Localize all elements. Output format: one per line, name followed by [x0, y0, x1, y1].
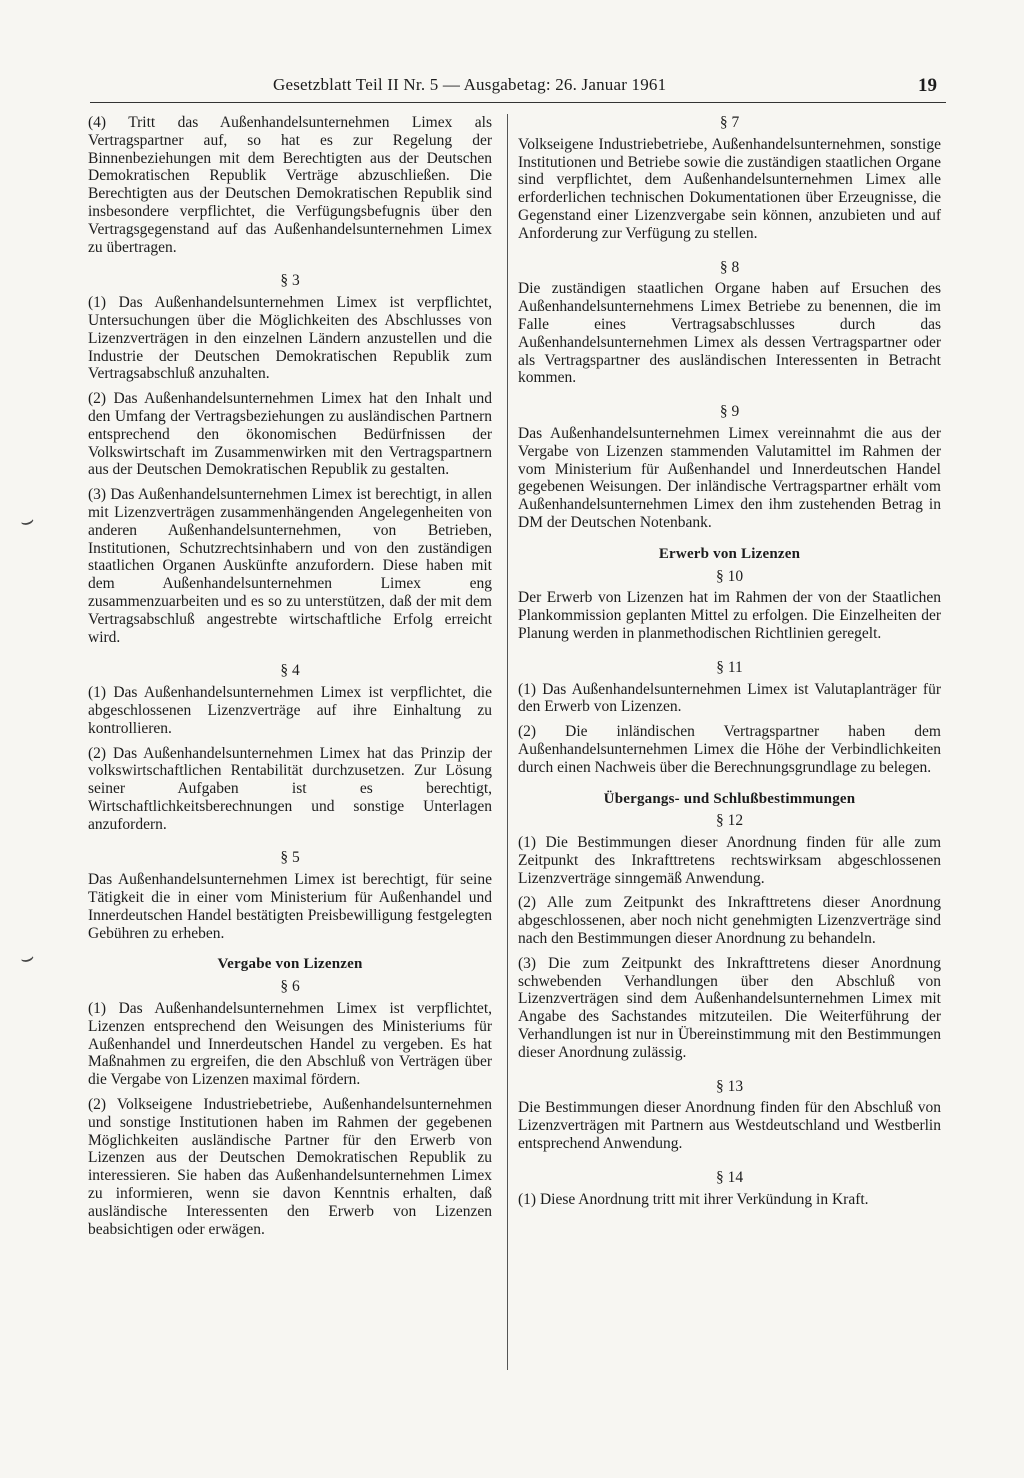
margin-check-mark: ⌣	[16, 506, 38, 535]
paragraph: (1) Das Außenhandelsunternehmen Limex ist verpflichtet, Untersuchungen über die Möglichkeiten des Abschlusses von Lizenzverträgen in den einzelnen Ländern anzustellen und die Industrie der Deutschen Demokratischen Republik zum Vertragsabschluß anzuhalten.	[88, 294, 492, 383]
paragraph: Die Bestimmungen dieser Anordnung finden für den Abschluß von Lizenzverträgen mit Partnern aus Westdeutschland und Westberlin entsprechend Anwendung.	[518, 1099, 941, 1153]
section-number: § 10	[715, 567, 744, 585]
paragraph: (4) Tritt das Außenhandelsunternehmen Limex als Vertragspartner auf, so hat es zur Regelung der Binnenbeziehungen mit dem Berechtigten aus der Deutschen Demokratischen Republik Verträge abzuschließen. Die Berechtigten aus der Deutschen Demokratischen Republik sind insbesondere verpflichtet, die Verfügungsbefugnis über den Vertragsgegenstand auf das Außenhandelsunternehmen Limex zu übertragen.	[88, 114, 492, 256]
section-number: § 11	[716, 658, 743, 676]
section-number: § 13	[715, 1077, 744, 1095]
section-number: § 3	[280, 272, 300, 290]
paragraph: (2) Das Außenhandelsunternehmen Limex hat das Prinzip der volkswirtschaftlichen Rentabilität durchzusetzen. Zur Lösung seiner Aufgaben ist es berechtigt, Wirtschaftlichkeitsberechnungen und sonstige Unterlagen anzufordern.	[88, 744, 492, 833]
paragraph: (1) Die Bestimmungen dieser Anordnung finden für alle zum Zeitpunkt des Inkrafttretens rechtswirksam abgeschlossenen Lizenzverträge sinngemäß Anwendung.	[518, 834, 941, 887]
column-divider	[507, 114, 508, 1370]
section-number: § 12	[715, 812, 744, 830]
section-number: § 14	[715, 1168, 744, 1186]
section-number: § 8	[719, 258, 740, 276]
page-number: 19	[918, 75, 937, 96]
paragraph: Das Außenhandelsunternehmen Limex vereinnahmt die aus der Vergabe von Lizenzen stammenden Valutamittel im Rahmen der vom Ministerium für Außenhandel und Innerdeutschen Handel gegebenen Weisungen. Der inländische Vertragspartner erhält vom Außenhandelsunternehmen Limex den ihm zustehenden Betrag in DM der Deutschen Notenbank.	[518, 424, 941, 531]
paragraph: (1) Das Außenhandelsunternehmen Limex ist Valutaplanträger für den Erwerb von Lizenzen.	[518, 680, 941, 716]
page-header: Gesetzblatt Teil II Nr. 5 — Ausgabetag: 26. Januar 1961	[273, 75, 667, 94]
section-number: § 4	[280, 662, 300, 680]
left-column	[88, 114, 492, 1245]
paragraph: (2) Das Außenhandelsunternehmen Limex hat den Inhalt und den Umfang der Vertragsbeziehungen zu ausländischen Partnern entsprechend den ökonomischen Bedürfnissen der Volkswirtschaft im Zusammenwirken mit den Vertragspartnern aus der Deutschen Demokratischen Republik zu gestalten.	[88, 390, 492, 479]
section-heading: Vergabe von Lizenzen	[217, 956, 363, 973]
section-number: § 5	[280, 849, 300, 867]
paragraph: (1) Das Außenhandelsunternehmen Limex ist verpflichtet, die abgeschlossenen Lizenzverträge auf ihre Einhaltung zu kontrollieren.	[88, 684, 492, 737]
header-divider	[90, 102, 946, 103]
paragraph: (1) Diese Anordnung tritt mit ihrer Verkündung in Kraft.	[518, 1190, 869, 1208]
paragraph: (3) Das Außenhandelsunternehmen Limex ist berechtigt, in allen mit Lizenzverträgen zusammenhängenden Angelegenheiten von anderen Außenhandelsunternehmen, von Betrieben, Institutionen, Schutzrechtsinhabern und von den zuständigen staatlichen Organen Auskünfte anzufordern. Diese haben mit dem Außenhandelsunternehmen Limex eng zusammenzuarbeiten und es so zu unterstützen, daß der mit dem Vertragsabschluß angestrebte wirtschaftliche Erfolg erreicht wird.	[88, 486, 492, 646]
section-number: § 6	[280, 978, 300, 996]
paragraph: (3) Die zum Zeitpunkt des Inkrafttretens dieser Anordnung schwebenden Verhandlungen über den Abschluß von Lizenzverträgen sind dem Außenhandelsunternehmen Limex mit Angabe des Sachstandes mitzuteilen. Die Weiterführung der Verhandlungen ist nur in Übereinstimmung mit den Bestimmungen dieser Anordnung zulässig.	[518, 954, 941, 1061]
section-heading: Übergangs- und Schlußbestimmungen	[603, 790, 856, 807]
paragraph: (2) Volkseigene Industriebetriebe, Außenhandelsunternehmen und sonstige Institutionen haben im Rahmen der gegebenen Möglichkeiten ausländische Partner für den Erwerb von Lizenzen aus der Deutschen Demokratischen Republik zu interessieren. Sie haben das Außenhandelsunternehmen Limex zu informieren, wenn sie davon Kenntnis erhalten, daß ausländische Interessenten den Erwerb von Lizenzen beabsichtigen oder erwägen.	[88, 1096, 492, 1238]
section-number: § 9	[719, 403, 740, 421]
paragraph: Das Außenhandelsunternehmen Limex ist berechtigt, für seine Tätigkeit die in einer vom Ministerium für Außenhandel und Innerdeutschen Handel bestätigten Preisbewilligung festgelegten Gebühren zu erheben.	[88, 871, 492, 942]
paragraph: Die zuständigen staatlichen Organe haben auf Ersuchen des Außenhandelsunternehmens Limex Betriebe zu benennen, die im Falle eines Vertragsabschlusses durch das Außenhandelsunternehmen Limex als dessen Vertragspartner oder als Vertragspartner des ausländischen Interessenten in Betracht kommen.	[518, 280, 941, 387]
paragraph: (1) Das Außenhandelsunternehmen Limex ist verpflichtet, Lizenzen entsprechend den Weisungen des Ministeriums für Außenhandel und Innerdeutschen Handel zu vergeben. Es hat Maßnahmen zu ergreifen, die den Abschluß von Verträgen über die Vergabe von Lizenzen maximal fördern.	[88, 1000, 492, 1089]
paragraph: Volkseigene Industriebetriebe, Außenhandelsunternehmen, sonstige Institutionen und Betriebe sowie die zuständigen staatlichen Organe sind verpflichtet, dem Außenhandelsunternehmen Limex alle erforderlichen technischen Dokumentationen über Erzeugnisse, die Gegenstand einer Lizenzvergabe sein können, anzubieten und auf Anforderung zur Verfügung zu stellen.	[518, 135, 941, 242]
margin-check-mark: ⌣	[16, 943, 38, 972]
paragraph: Der Erwerb von Lizenzen hat im Rahmen der von der Staatlichen Plankommission geplanten Mittel zu erfolgen. Die Einzelheiten der Planung werden in planmethodischen Richtlinien geregelt.	[518, 589, 941, 642]
section-heading: Erwerb von Lizenzen	[658, 545, 801, 562]
paragraph: (2) Alle zum Zeitpunkt des Inkrafttretens dieser Anordnung abgeschlossenen, aber noch nicht genehmigten Lizenzverträge sind nach den Bestimmungen dieser Anordnung zu behandeln.	[518, 894, 941, 948]
paragraph: (2) Die inländischen Vertragspartner haben dem Außenhandelsunternehmen Limex die Höhe der Verbindlichkeiten durch einen Nachweis über die Berechnungsgrundlage zu belegen.	[518, 723, 941, 776]
right-column	[518, 114, 941, 1215]
section-number: § 7	[719, 114, 740, 131]
